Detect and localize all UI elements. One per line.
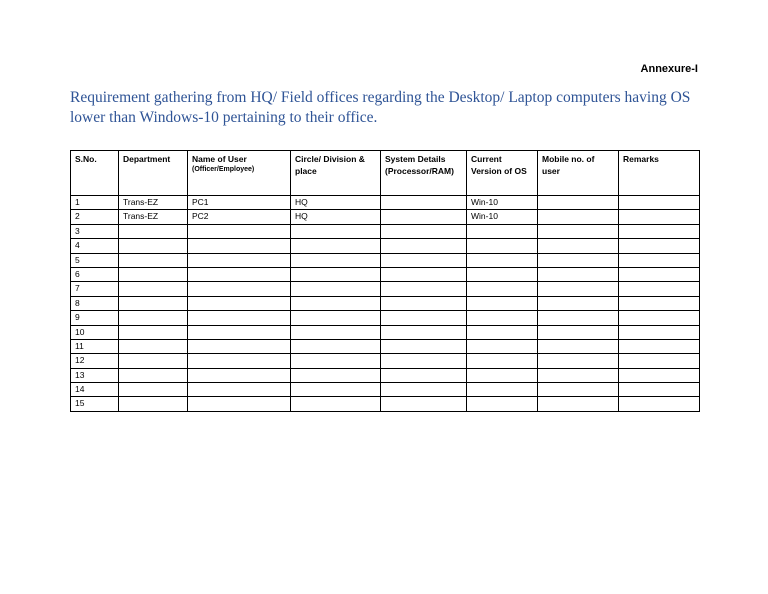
cell-name-of-user bbox=[188, 282, 291, 296]
cell-mobile-no bbox=[538, 296, 619, 310]
table-row bbox=[71, 239, 700, 253]
cell-sno: 10 bbox=[71, 325, 119, 339]
cell-circle-division bbox=[291, 354, 381, 368]
table-row bbox=[71, 397, 700, 411]
cell-os-version bbox=[467, 383, 538, 397]
cell-mobile-no bbox=[538, 267, 619, 281]
cell-system-details bbox=[381, 368, 467, 382]
cell-sno: 12 bbox=[71, 354, 119, 368]
cell-remarks bbox=[619, 397, 700, 411]
cell-sno: 11 bbox=[71, 339, 119, 353]
cell-name-of-user bbox=[188, 368, 291, 382]
requirement-table bbox=[70, 150, 700, 412]
cell-circle-division: HQ bbox=[291, 210, 381, 224]
cell-mobile-no bbox=[538, 253, 619, 267]
table-row bbox=[71, 325, 700, 339]
cell-department bbox=[119, 339, 188, 353]
cell-sno: 2 bbox=[71, 210, 119, 224]
cell-system-details bbox=[381, 339, 467, 353]
cell-mobile-no bbox=[538, 368, 619, 382]
header-os-version: Current Version of OS bbox=[467, 151, 538, 196]
document-heading: Requirement gathering from HQ/ Field offices regarding the Desktop/ Laptop computers having OS lower than Windows-10 pertaining to their office. bbox=[70, 89, 691, 126]
cell-name-of-user bbox=[188, 224, 291, 238]
cell-department bbox=[119, 296, 188, 310]
cell-department: Trans-EZ bbox=[119, 210, 188, 224]
header-name-of-user-sub: (Officer/Employee) bbox=[192, 166, 255, 173]
cell-os-version bbox=[467, 253, 538, 267]
table-row bbox=[71, 296, 700, 310]
cell-sno: 5 bbox=[71, 253, 119, 267]
cell-sno: 7 bbox=[71, 282, 119, 296]
cell-mobile-no bbox=[538, 325, 619, 339]
cell-sno: 13 bbox=[71, 368, 119, 382]
table-row bbox=[71, 311, 700, 325]
table-row bbox=[71, 282, 700, 296]
cell-system-details bbox=[381, 296, 467, 310]
cell-mobile-no bbox=[538, 397, 619, 411]
cell-os-version bbox=[467, 282, 538, 296]
cell-department bbox=[119, 383, 188, 397]
cell-os-version bbox=[467, 354, 538, 368]
header-sno: S.No. bbox=[71, 151, 119, 196]
cell-department bbox=[119, 354, 188, 368]
cell-name-of-user bbox=[188, 339, 291, 353]
cell-circle-division bbox=[291, 383, 381, 397]
cell-system-details bbox=[381, 282, 467, 296]
cell-name-of-user bbox=[188, 311, 291, 325]
cell-system-details bbox=[381, 196, 467, 210]
cell-department bbox=[119, 397, 188, 411]
cell-circle-division bbox=[291, 397, 381, 411]
cell-os-version bbox=[467, 224, 538, 238]
cell-name-of-user bbox=[188, 397, 291, 411]
cell-remarks bbox=[619, 339, 700, 353]
cell-remarks bbox=[619, 224, 700, 238]
cell-remarks bbox=[619, 210, 700, 224]
cell-system-details bbox=[381, 325, 467, 339]
annexure-label: Annexure-I bbox=[640, 63, 698, 75]
cell-remarks bbox=[619, 325, 700, 339]
cell-system-details bbox=[381, 397, 467, 411]
cell-system-details bbox=[381, 354, 467, 368]
cell-os-version bbox=[467, 296, 538, 310]
cell-os-version bbox=[467, 397, 538, 411]
table-row bbox=[71, 253, 700, 267]
cell-remarks bbox=[619, 267, 700, 281]
cell-name-of-user bbox=[188, 239, 291, 253]
cell-remarks bbox=[619, 296, 700, 310]
cell-name-of-user bbox=[188, 325, 291, 339]
cell-mobile-no bbox=[538, 383, 619, 397]
cell-circle-division bbox=[291, 368, 381, 382]
header-circle-division: Circle/ Division & place bbox=[291, 151, 381, 196]
cell-remarks bbox=[619, 282, 700, 296]
cell-remarks bbox=[619, 196, 700, 210]
cell-os-version bbox=[467, 311, 538, 325]
header-system-details: System Details (Processor/RAM) bbox=[381, 151, 467, 196]
cell-sno: 14 bbox=[71, 383, 119, 397]
table-row bbox=[71, 267, 700, 281]
cell-mobile-no bbox=[538, 196, 619, 210]
cell-os-version: Win-10 bbox=[467, 196, 538, 210]
cell-sno: 6 bbox=[71, 267, 119, 281]
cell-circle-division bbox=[291, 311, 381, 325]
cell-department: Trans-EZ bbox=[119, 196, 188, 210]
cell-department bbox=[119, 239, 188, 253]
cell-remarks bbox=[619, 253, 700, 267]
table-body bbox=[71, 196, 700, 412]
cell-name-of-user bbox=[188, 253, 291, 267]
cell-sno: 1 bbox=[71, 196, 119, 210]
cell-system-details bbox=[381, 253, 467, 267]
cell-circle-division bbox=[291, 325, 381, 339]
cell-name-of-user bbox=[188, 383, 291, 397]
cell-system-details bbox=[381, 239, 467, 253]
cell-circle-division bbox=[291, 239, 381, 253]
cell-os-version bbox=[467, 368, 538, 382]
cell-circle-division: HQ bbox=[291, 196, 381, 210]
cell-remarks bbox=[619, 239, 700, 253]
cell-os-version bbox=[467, 325, 538, 339]
cell-remarks bbox=[619, 354, 700, 368]
cell-remarks bbox=[619, 311, 700, 325]
cell-name-of-user bbox=[188, 354, 291, 368]
cell-department bbox=[119, 311, 188, 325]
cell-circle-division bbox=[291, 282, 381, 296]
cell-sno: 8 bbox=[71, 296, 119, 310]
table-row bbox=[71, 339, 700, 353]
cell-department bbox=[119, 325, 188, 339]
header-mobile-no: Mobile no. of user bbox=[538, 151, 619, 196]
cell-system-details bbox=[381, 224, 467, 238]
cell-os-version bbox=[467, 267, 538, 281]
cell-mobile-no bbox=[538, 210, 619, 224]
cell-circle-division bbox=[291, 296, 381, 310]
cell-circle-division bbox=[291, 253, 381, 267]
cell-mobile-no bbox=[538, 224, 619, 238]
cell-sno: 4 bbox=[71, 239, 119, 253]
header-department: Department bbox=[119, 151, 188, 196]
cell-system-details bbox=[381, 210, 467, 224]
cell-mobile-no bbox=[538, 354, 619, 368]
cell-sno: 3 bbox=[71, 224, 119, 238]
cell-department bbox=[119, 224, 188, 238]
cell-mobile-no bbox=[538, 311, 619, 325]
table-row bbox=[71, 354, 700, 368]
cell-circle-division bbox=[291, 267, 381, 281]
cell-department bbox=[119, 282, 188, 296]
cell-os-version bbox=[467, 239, 538, 253]
header-remarks: Remarks bbox=[619, 151, 700, 196]
table-row bbox=[71, 224, 700, 238]
cell-mobile-no bbox=[538, 239, 619, 253]
table-header-row bbox=[71, 151, 700, 196]
cell-name-of-user: PC2 bbox=[188, 210, 291, 224]
table-row bbox=[71, 383, 700, 397]
cell-circle-division bbox=[291, 224, 381, 238]
cell-system-details bbox=[381, 267, 467, 281]
header-name-of-user: Name of User (Officer/Employee) bbox=[188, 151, 291, 196]
cell-name-of-user bbox=[188, 296, 291, 310]
cell-system-details bbox=[381, 383, 467, 397]
cell-mobile-no bbox=[538, 282, 619, 296]
cell-os-version: Win-10 bbox=[467, 210, 538, 224]
cell-name-of-user bbox=[188, 267, 291, 281]
cell-circle-division bbox=[291, 339, 381, 353]
cell-sno: 15 bbox=[71, 397, 119, 411]
cell-name-of-user: PC1 bbox=[188, 196, 291, 210]
table-row bbox=[71, 196, 700, 210]
cell-system-details bbox=[381, 311, 467, 325]
cell-mobile-no bbox=[538, 339, 619, 353]
cell-os-version bbox=[467, 339, 538, 353]
table-row bbox=[71, 368, 700, 382]
cell-sno: 9 bbox=[71, 311, 119, 325]
table-row bbox=[71, 210, 700, 224]
cell-department bbox=[119, 253, 188, 267]
cell-department bbox=[119, 267, 188, 281]
cell-remarks bbox=[619, 368, 700, 382]
cell-remarks bbox=[619, 383, 700, 397]
cell-department bbox=[119, 368, 188, 382]
